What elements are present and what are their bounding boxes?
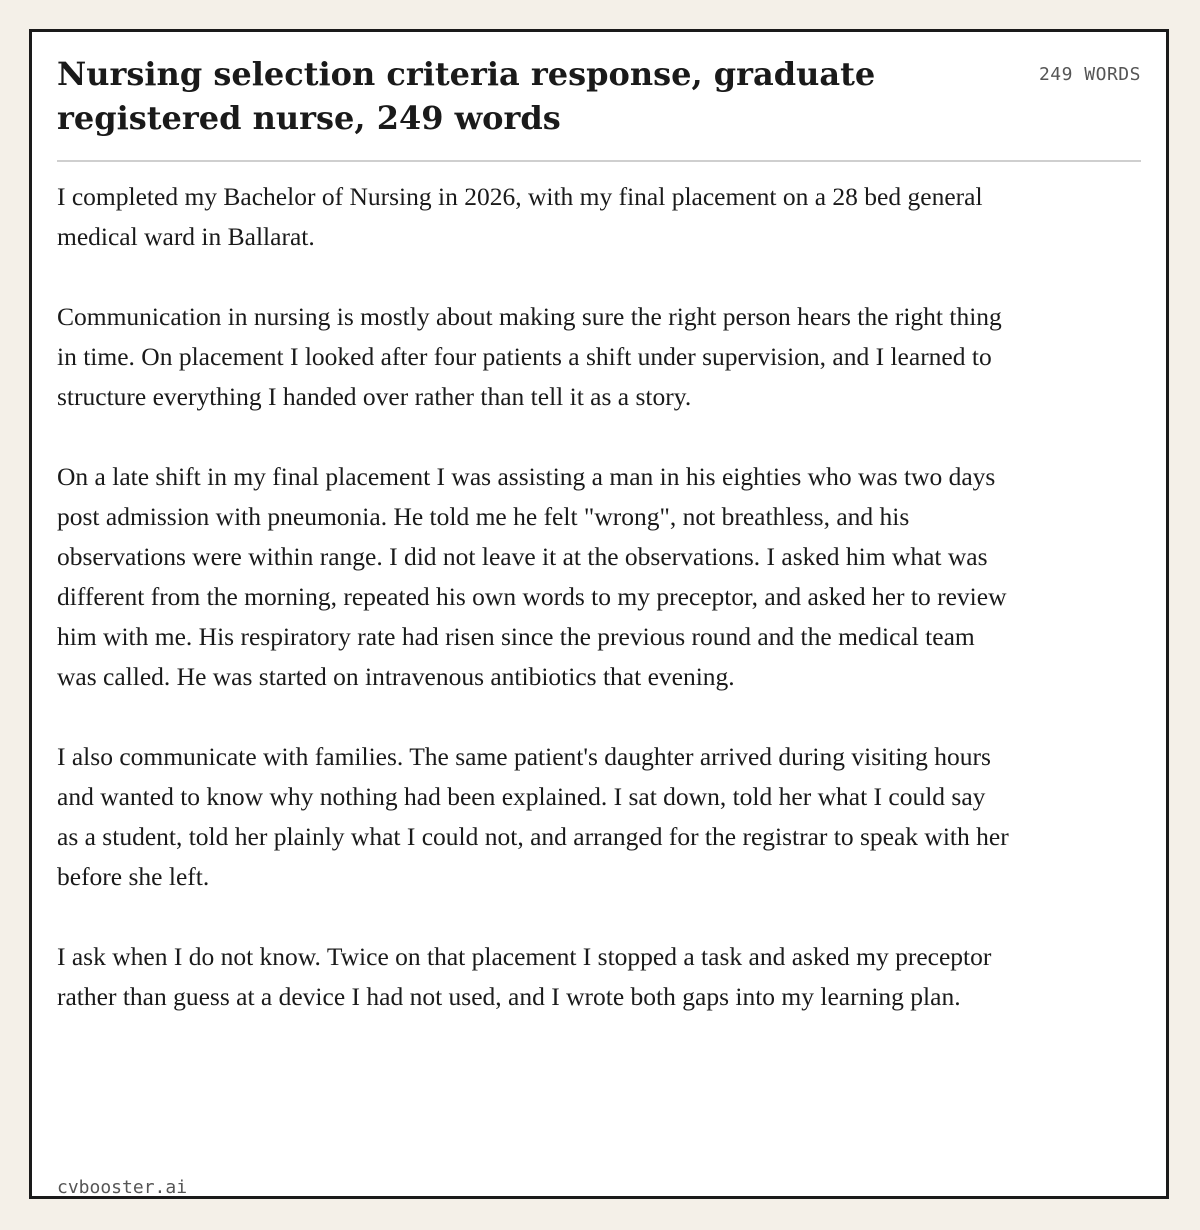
header-divider — [57, 160, 1141, 162]
paragraph: I also communicate with families. The same patient's daughter arrived during visiting hours and wanted to know why nothing had been explained. I sat down, told her what I could say as a student, told her plainly what I could not, and arranged for the registrar to speak with her before she left. — [57, 742, 1009, 891]
paragraph: I completed my Bachelor of Nursing in 2026, with my final placement on a 28 bed general medical ward in Ballarat. — [57, 182, 983, 251]
word-count-badge: 249 WORDS — [1038, 64, 1141, 85]
paragraph: On a late shift in my final placement I was assisting a man in his eighties who was two days post admission with pneumonia. He told me he felt "wrong", not breathless, and his observations were within range. I did not leave it at the observations. I asked him what was different from the morning, repeated his own words to my preceptor, and asked her to review him with me. His respiratory rate had risen since the previous round and the medical team was called. He was started on intravenous antibiotics that evening. — [57, 462, 1007, 691]
paragraph: I ask when I do not know. Twice on that placement I stopped a task and asked my preceptor rather than guess at a device I had not used, and I wrote both gaps into my learning plan. — [57, 942, 992, 1011]
document-card — [29, 29, 1169, 1199]
footer-brand: cvbooster.ai — [57, 1177, 188, 1198]
paragraph: Communication in nursing is mostly about making sure the right person hears the right thing in time. On placement I looked after four patients a shift under supervision, and I learned to structure everything I handed over rather than tell it as a story. — [57, 302, 1002, 411]
document-title: Nursing selection criteria response, graduate registered nurse, 249 words — [57, 55, 876, 137]
document-body — [57, 177, 1012, 1017]
